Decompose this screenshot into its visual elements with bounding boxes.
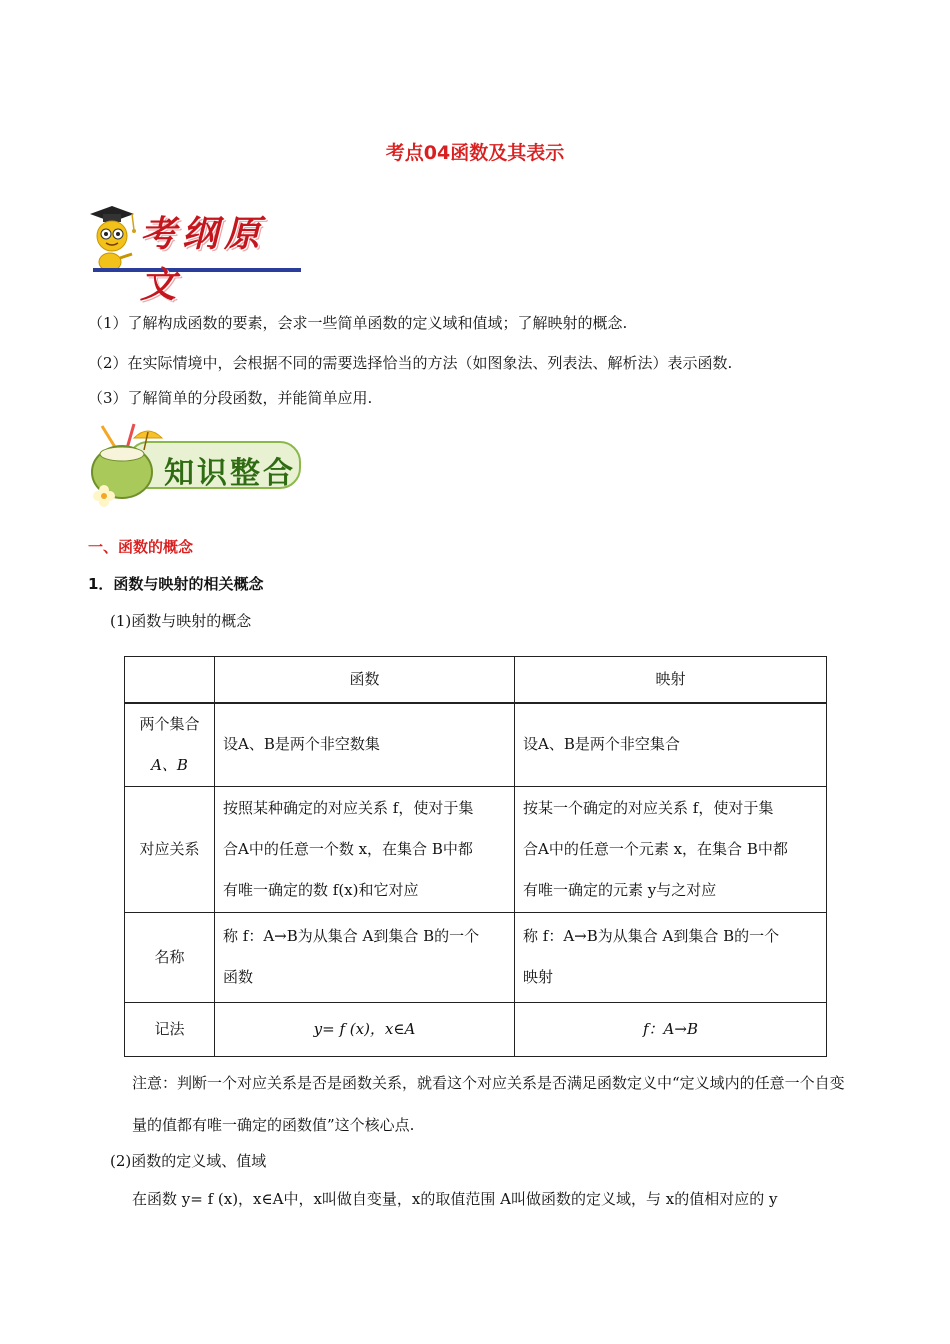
row-label-correspondence: 对应关系 xyxy=(125,786,215,912)
table-row xyxy=(125,786,827,912)
cell-mapping-name xyxy=(515,912,827,1002)
function-mapping-table xyxy=(124,656,827,1057)
row-label-sets-line2: A、B xyxy=(151,755,188,774)
cell-function-name xyxy=(215,912,515,1002)
exam-outline-banner-label: 考纲原文 xyxy=(140,213,267,306)
note-paragraph: 注意：判断一个对应关系是否是函数关系，就看这个对应关系是否满足函数定义中“定义域内的任意一个自变量的值都有唯一确定的函数值”这个核心点. xyxy=(132,1074,845,1134)
cell-function-correspondence xyxy=(215,786,515,912)
row-label-sets-line1: 两个集合 xyxy=(139,714,200,733)
section-title-function-concept: 一、函数的概念 xyxy=(88,538,194,556)
cell-line: 称 f：A→B为从集合 A到集合 B的一个 xyxy=(523,927,780,945)
exam-outline-banner xyxy=(88,200,303,306)
cell-line: 函数 xyxy=(223,968,254,986)
cell-line: 映射 xyxy=(523,968,554,986)
domain-range-paragraph: 在函数 y= f (x)，x∈A中，x叫做自变量，x的取值范围 A叫做函数的定义域，与 x的值相对应的 y xyxy=(132,1190,778,1208)
cell-line: 合A中的任意一个数 x，在集合 B中都 xyxy=(223,839,473,858)
outline-item-2: （2）在实际情境中，会根据不同的需要选择恰当的方法（如图象法、列表法、解析法）表示函数. xyxy=(88,354,733,372)
cell-line: 有唯一确定的元素 y与之对应 xyxy=(523,880,717,899)
table-header-empty xyxy=(125,657,215,703)
table-header-mapping: 映射 xyxy=(515,657,827,703)
cell-function-sets: 设A、B是两个非空数集 xyxy=(215,703,515,787)
table-header-function: 函数 xyxy=(215,657,515,703)
outline-item-3: （3）了解简单的分段函数，并能简单应用. xyxy=(88,389,373,407)
table-header-row xyxy=(125,657,827,703)
page-title: 考点04函数及其表示 xyxy=(385,142,565,164)
cell-mapping-notation: f：A→B xyxy=(515,1002,827,1056)
cell-mapping-correspondence xyxy=(515,786,827,912)
row-label-sets xyxy=(125,703,215,787)
subsection-title-concepts: (1)函数与映射的概念 xyxy=(110,612,252,630)
knowledge-banner-label: 知识整合 xyxy=(164,456,296,491)
cell-function-notation: y= f (x)，x∈A xyxy=(215,1002,515,1056)
cell-line: 有唯一确定的数 f(x)和它对应 xyxy=(223,880,419,899)
outline-item-1: （1）了解构成函数的要素，会求一些简单函数的定义域和值域；了解映射的概念. xyxy=(88,314,628,332)
subsection-title-function-mapping: 1．函数与映射的相关概念 xyxy=(88,575,264,593)
row-label-notation: 记法 xyxy=(125,1002,215,1056)
cell-line: 按某一个确定的对应关系 f，使对于集 xyxy=(523,798,774,817)
subsection-title-domain-range: (2)函数的定义域、值域 xyxy=(110,1152,267,1170)
knowledge-banner xyxy=(88,420,303,510)
table-row xyxy=(125,912,827,1002)
table-row xyxy=(125,1002,827,1056)
cell-line: 称 f：A→B为从集合 A到集合 B的一个 xyxy=(223,927,480,945)
row-label-name: 名称 xyxy=(125,912,215,1002)
cell-line: 合A中的任意一个元素 x，在集合 B中都 xyxy=(523,839,788,858)
cell-line: 按照某种确定的对应关系 f，使对于集 xyxy=(223,798,474,817)
table-row xyxy=(125,703,827,787)
cell-mapping-sets: 设A、B是两个非空集合 xyxy=(515,703,827,787)
